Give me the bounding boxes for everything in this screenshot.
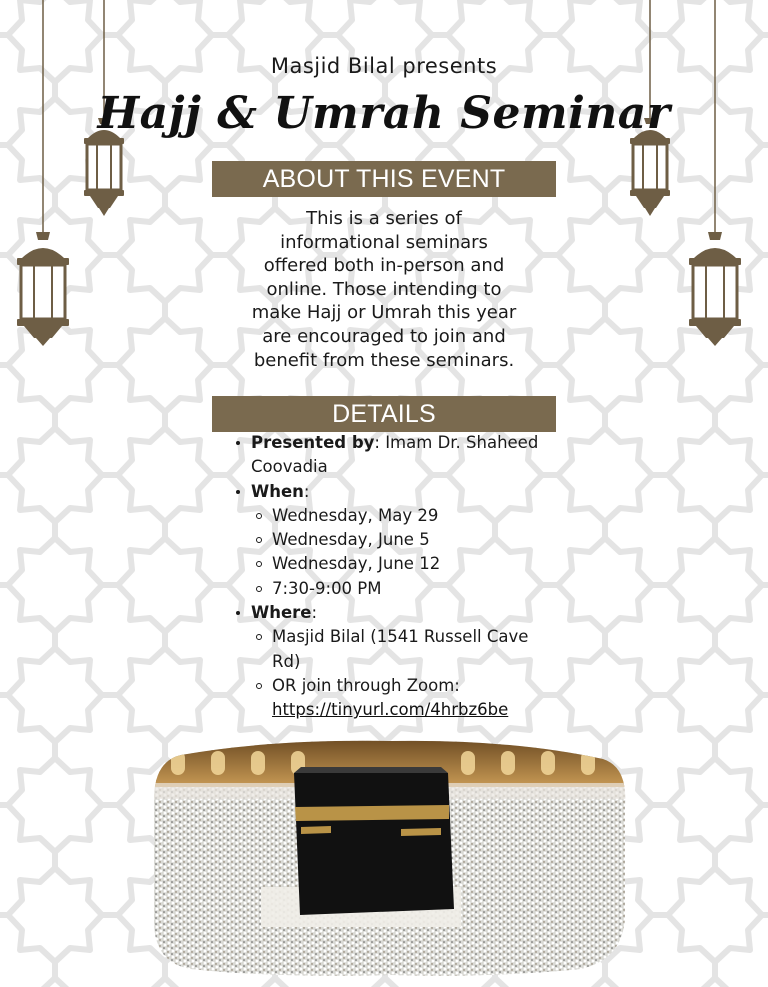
where-zoom xyxy=(234,674,564,723)
details-list xyxy=(234,431,564,723)
where-item xyxy=(234,601,564,625)
presented-by-label: Presented by xyxy=(251,433,375,452)
about-heading: ABOUT THIS EVENT xyxy=(212,161,556,197)
presented-by-item xyxy=(234,431,564,480)
about-line: online. Those intending to xyxy=(266,278,502,300)
zoom-link[interactable]: https://tinyurl.com/4hrbz6be xyxy=(272,700,509,720)
presenter-name: : Imam Dr. Shaheed xyxy=(374,433,539,452)
about-line: benefit from these seminars. xyxy=(253,349,515,371)
when-date: Wednesday, June 12 xyxy=(234,552,564,576)
when-date: Wednesday, June 5 xyxy=(234,528,564,552)
details-heading: DETAILS xyxy=(212,396,556,432)
page-title: Hajj & Umrah Seminar xyxy=(97,88,671,139)
where-location xyxy=(234,625,564,674)
zoom-text: OR join through Zoom: xyxy=(272,675,460,695)
when-date: Wednesday, May 29 xyxy=(234,504,564,528)
about-line: offered both in-person and xyxy=(263,255,505,277)
about-line: make Hajj or Umrah this year xyxy=(251,302,517,324)
where-label: Where xyxy=(251,603,312,623)
about-description xyxy=(232,207,536,372)
when-label: When xyxy=(251,481,304,501)
when-colon: : xyxy=(303,481,310,501)
about-line: informational seminars xyxy=(280,231,488,253)
location-line: Rd) xyxy=(272,651,301,671)
when-item xyxy=(234,480,564,504)
location-line: Masjid Bilal (1541 Russell Cave xyxy=(272,627,529,647)
when-time: 7:30-9:00 PM xyxy=(234,577,564,601)
presenter-line: Masjid Bilal presents xyxy=(270,54,498,78)
kaaba-photo xyxy=(151,737,628,978)
presenter-name-cont: Coovadia xyxy=(251,457,328,477)
about-line: are encouraged to join and xyxy=(262,325,506,347)
where-colon: : xyxy=(311,603,318,623)
about-line: This is a series of xyxy=(306,208,462,229)
